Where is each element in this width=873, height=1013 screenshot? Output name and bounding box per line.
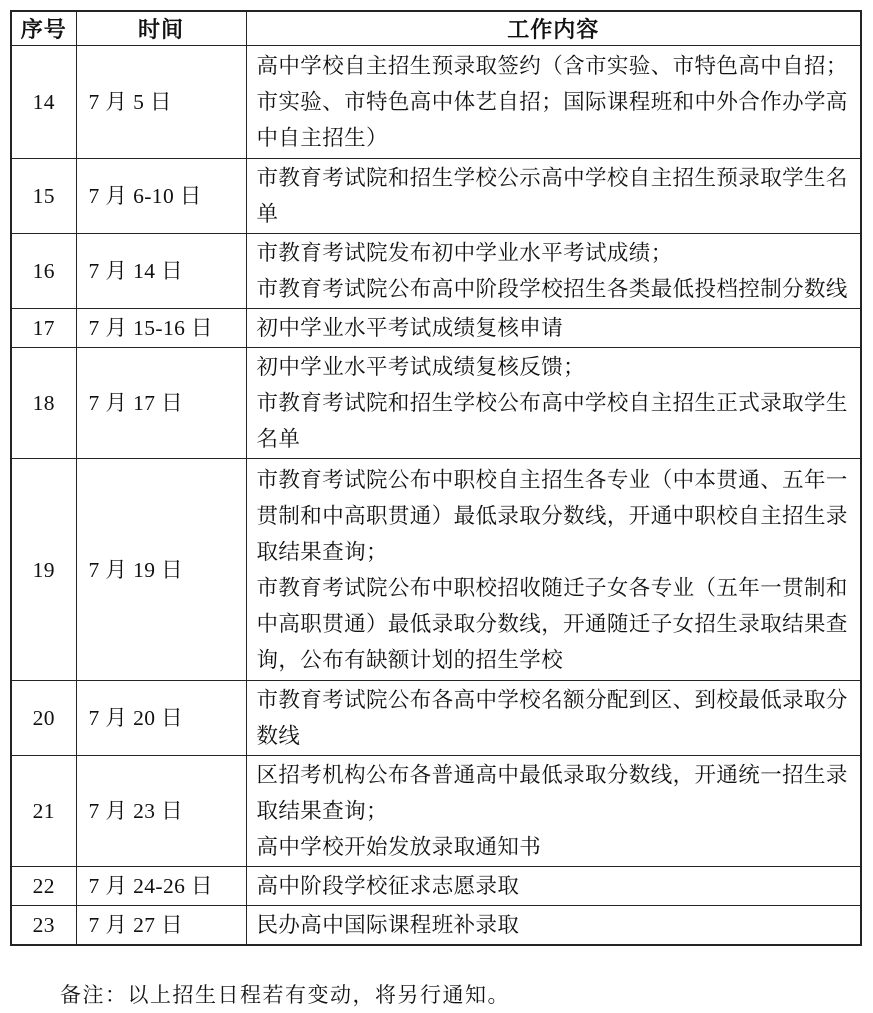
work-content-cell	[246, 867, 861, 906]
task-text: 市教育考试院公布高中阶段学校招生各类最低投档控制分数线	[256, 277, 848, 301]
work-content-cell	[246, 159, 861, 234]
serial-number-cell: 23	[11, 906, 76, 946]
time-cell: 7 月 14 日	[76, 234, 246, 309]
table-row	[11, 159, 861, 234]
work-content-cell	[246, 46, 861, 159]
admission-schedule-table	[10, 10, 862, 946]
task-text: 市教育考试院公布各高中学校名额分配到区、到校最低录取分数线	[256, 688, 848, 748]
table-body	[11, 46, 861, 946]
header-row	[11, 11, 861, 46]
time-cell: 7 月 15-16 日	[76, 309, 246, 348]
header-serial-number: 序号	[11, 11, 76, 46]
task-text: 市教育考试院发布初中学业水平考试成绩；	[256, 241, 673, 265]
serial-number-cell: 19	[11, 459, 76, 681]
task-text: 高中阶段学校征求志愿录取	[256, 874, 520, 898]
table-row	[11, 681, 861, 756]
work-content-cell	[246, 756, 861, 867]
table-row	[11, 309, 861, 348]
task-text: 区招考机构公布各普通高中最低录取分数线，开通统一招生录取结果查询；	[256, 763, 848, 823]
task-text: 民办高中国际课程班补录取	[256, 913, 520, 937]
table-row	[11, 459, 861, 681]
work-content-cell	[246, 348, 861, 459]
time-cell: 7 月 27 日	[76, 906, 246, 946]
work-content-cell	[246, 906, 861, 946]
time-cell: 7 月 20 日	[76, 681, 246, 756]
table-row	[11, 867, 861, 906]
task-text: 市教育考试院公布中职校自主招生各专业（中本贯通、五年一贯制和中高职贯通）最低录取分数线，开通中职校自主招生录取结果查询；	[256, 467, 848, 564]
time-cell: 7 月 24-26 日	[76, 867, 246, 906]
footnote: 备注：以上招生日程若有变动，将另行通知。	[60, 983, 510, 1007]
task-text: 市教育考试院和招生学校公示高中学校自主招生预录取学生名单	[256, 166, 848, 226]
time-cell: 7 月 5 日	[76, 46, 246, 159]
work-content-cell	[246, 234, 861, 309]
serial-number-cell: 20	[11, 681, 76, 756]
time-cell: 7 月 6-10 日	[76, 159, 246, 234]
header-time: 时间	[76, 11, 246, 46]
table-row	[11, 756, 861, 867]
table-row	[11, 906, 861, 946]
serial-number-cell: 21	[11, 756, 76, 867]
work-content-cell	[246, 459, 861, 681]
work-content-cell	[246, 681, 861, 756]
task-text: 高中学校开始发放录取通知书	[256, 835, 542, 859]
time-cell: 7 月 23 日	[76, 756, 246, 867]
task-text: 初中学业水平考试成绩复核申请	[256, 316, 564, 340]
serial-number-cell: 16	[11, 234, 76, 309]
header-work-content: 工作内容	[246, 11, 861, 46]
serial-number-cell: 22	[11, 867, 76, 906]
serial-number-cell: 15	[11, 159, 76, 234]
time-cell: 7 月 17 日	[76, 348, 246, 459]
task-text: 市教育考试院和招生学校公布高中学校自主招生正式录取学生名单	[256, 391, 848, 451]
task-text: 市教育考试院公布中职校招收随迁子女各专业（五年一贯制和中高职贯通）最低录取分数线，开通随迁子女招生录取结果查询，公布有缺额计划的招生学校	[256, 575, 848, 672]
time-cell: 7 月 19 日	[76, 459, 246, 681]
table-row	[11, 46, 861, 159]
table-row	[11, 234, 861, 309]
work-content-cell	[246, 309, 861, 348]
serial-number-cell: 18	[11, 348, 76, 459]
task-text: 高中学校自主招生预录取签约（含市实验、市特色高中自招；市实验、市特色高中体艺自招；国际课程班和中外合作办学高中自主招生）	[256, 54, 848, 150]
table-row	[11, 348, 861, 459]
serial-number-cell: 17	[11, 309, 76, 348]
serial-number-cell: 14	[11, 46, 76, 159]
task-text: 初中学业水平考试成绩复核反馈；	[256, 355, 586, 379]
